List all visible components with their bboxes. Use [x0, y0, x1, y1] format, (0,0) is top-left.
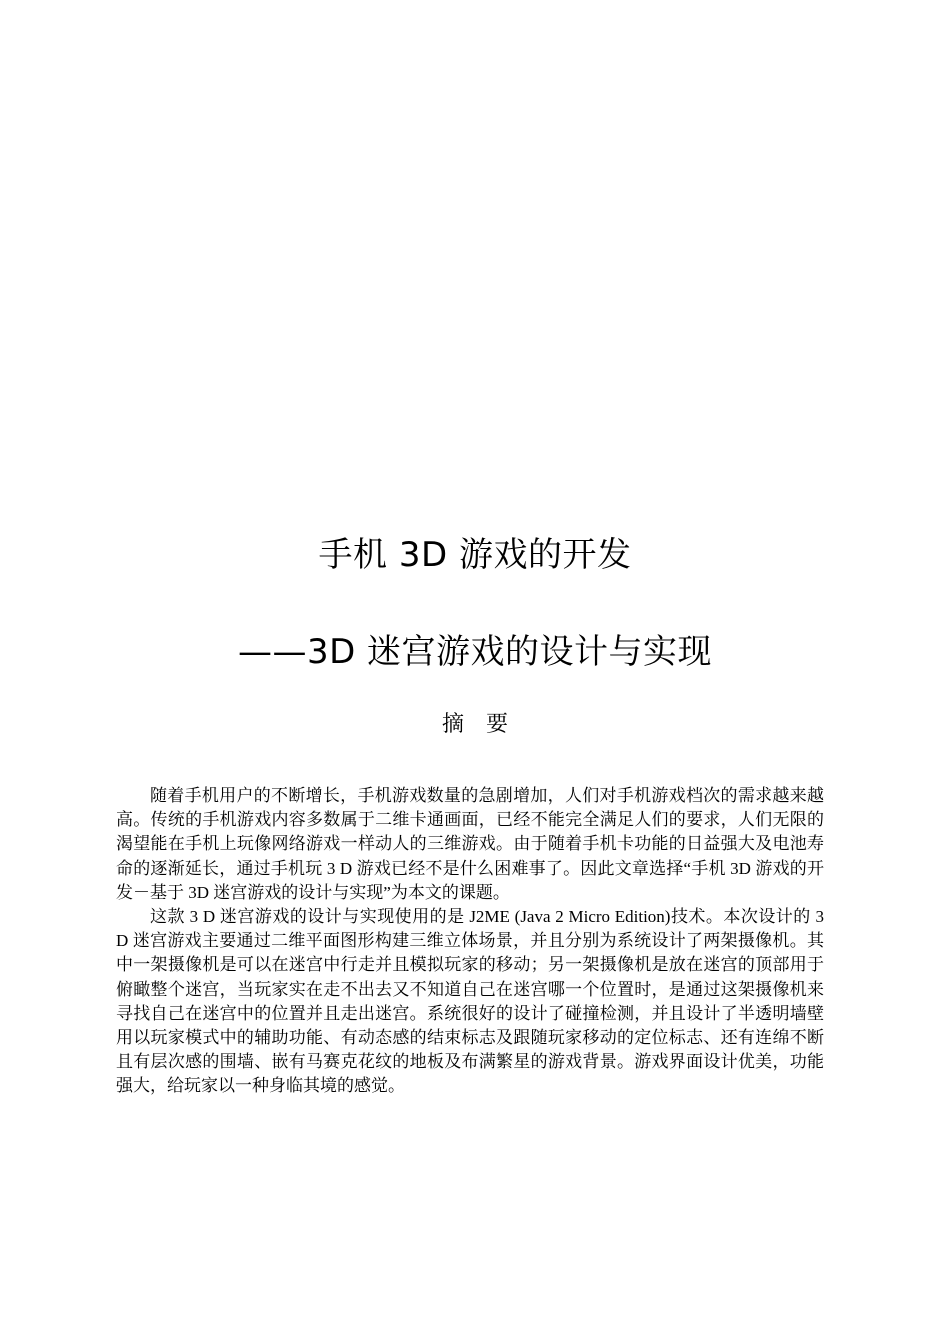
- abstract-heading: 摘要: [441, 712, 530, 737]
- abstract-paragraph: 随着手机用户的不断增长，手机游戏数量的急剧增加，人们对手机游戏档次的需求越来越高。传统的手机游戏内容多数属于二维卡通画面，已经不能完全满足人们的要求，人们无限的渴望能在手机上玩像网络游戏一样动人的三维游戏。由于随着手机卡功能的日益强大及电池寿命的逐渐延长，通过手机玩 3 D 游戏已经不是什么困难事了。因此文章选择“手机 3D 游戏的开发－基于 3D 迷宫游戏的设计与实现”为本文的课题。: [116, 786, 824, 902]
- abstract-body: [116, 784, 824, 1099]
- abstract-paragraph: 这款 3 D 迷宫游戏的设计与实现使用的是 J2ME (Java 2 Micro Edition)技术。本次设计的 3 D 迷宫游戏主要通过二维平面图形构建三维立体场景，并且分别为系统设计了两架摄像机。其中一架摄像机是可以在迷宫中行走并且模拟玩家的移动；另一架摄像机是放在迷宫的顶部用于俯瞰整个迷宫，当玩家实在走不出去又不知道自己在迷宫哪一个位置时，是通过这架摄像机来寻找自己在迷宫中的位置并且走出迷宫。系统很好的设计了碰撞检测，并且设计了半透明墙壁用以玩家模式中的辅助功能、有动态感的结束标志及跟随玩家移动的定位标志、还有连绵不断且有层次感的围墙、嵌有马赛克花纹的地板及布满繁星的游戏背景。游戏界面设计优美，功能强大，给玩家以一种身临其境的感觉。: [116, 907, 824, 1096]
- document-title: 手机 3D 游戏的开发: [318, 535, 632, 575]
- document-subtitle: ——3D 迷宫游戏的设计与实现: [237, 632, 713, 672]
